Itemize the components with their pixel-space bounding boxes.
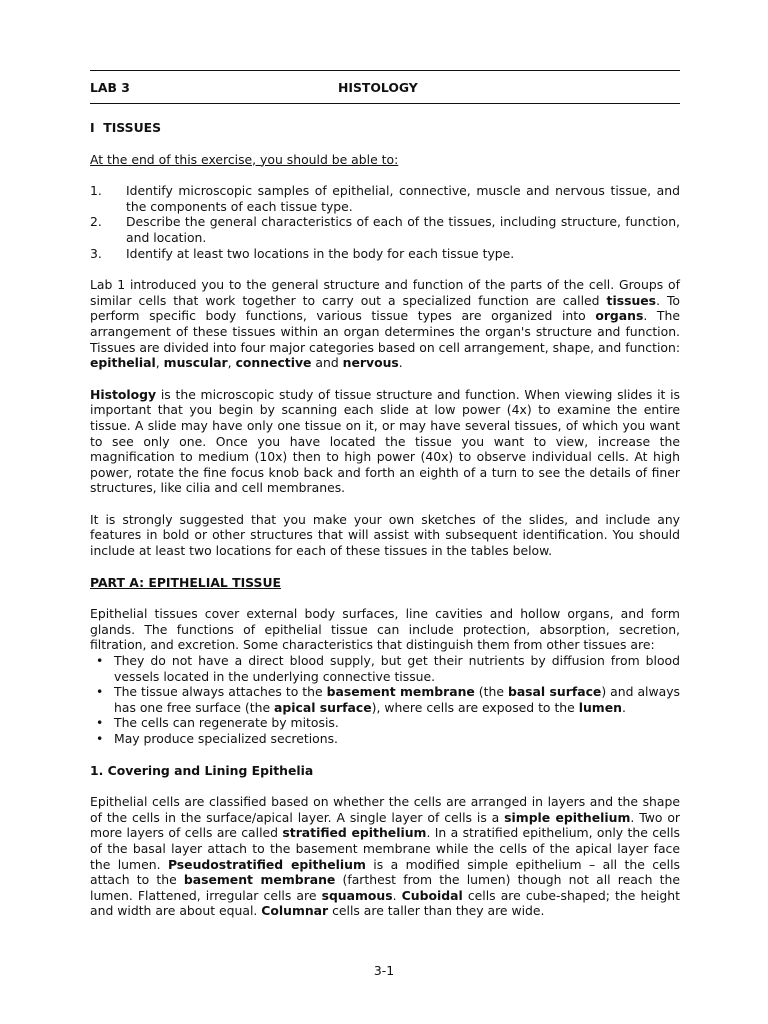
page-number: 3-1 xyxy=(373,963,395,978)
lab-title: HISTOLOGY xyxy=(338,80,418,95)
list-item: • They do not have a direct blood supply, but get their nutrients by diffusion from blood vessels located in the underlying connective tissue. xyxy=(96,653,680,684)
objective-text: Identify microscopic samples of epithelial, connective, muscle and nervous tissue, and the components of each tissue type. xyxy=(126,183,680,214)
subsection-title: 1. Covering and Lining Epithelia xyxy=(90,762,314,778)
term-nervous: nervous xyxy=(342,355,399,371)
classification-paragraph: Epithelial cells are classified based on whether the cells are arranged in layers and the shape of the cells in the surface/apical layer. A single layer of cells is a simple epithelium. Two or more layers of cells are called stratified epithelium. In a stratified epithelium, only the cells of the basal layer attach to the basement membrane while the cells of the apical layer face the lumen. Pseudostratified epithelium is a modified simple epithelium – all the cells attach to the basement membrane (farthest from the lumen) though not all reach the lumen. Flattened, irregular cells are squamous. Cuboidal cells are cube-shaped; the height and width are about equal. Columnar cells are taller than they are wide. xyxy=(90,794,681,919)
objective-number: 2. xyxy=(90,214,102,230)
document-page xyxy=(90,70,680,919)
lab-header xyxy=(90,70,680,104)
list-item: • May produce specialized secretions. xyxy=(96,731,338,746)
lab-number: LAB 3 xyxy=(90,80,130,95)
section-title: I TISSUES xyxy=(90,120,162,135)
term-tissues: tissues xyxy=(606,292,657,308)
term-histology: Histology xyxy=(90,386,157,402)
part-a-title: PART A: EPITHELIAL TISSUE xyxy=(90,574,281,590)
bullet-icon: • xyxy=(96,715,104,731)
intro-paragraph: Lab 1 introduced you to the general structure and function of the parts of the cell. Groups of similar cells that work together to carry out a specialized function are called tissues. To perform specific body functions, various tissue types are organized into organs. The arrangement of these tissues within an organ determines the organ's structure and function. Tissues are divided into four major categories based on cell arrangement, shape, and function: epithelial, muscular, connective and nervous. xyxy=(90,277,681,371)
objectives-intro: At the end of this exercise, you should be able to: xyxy=(90,151,399,167)
objective-text: Identify at least two locations in the body for each tissue type. xyxy=(126,245,515,261)
objectives-list xyxy=(90,183,680,261)
bullet-icon: • xyxy=(96,684,104,700)
objective-text: Describe the general characteristics of each of the tissues, including structure, function, and location. xyxy=(126,214,680,245)
objective-item xyxy=(90,214,680,245)
term-epithelial: epithelial xyxy=(90,355,156,371)
histology-paragraph: Histology is the microscopic study of tissue structure and function. When viewing slides it is important that you begin by scanning each slide at low power (4x) to examine the entire tissue. A slide may have only one tissue on it, or may have several tissues, of which you want to see only one. Once you have located the tissue you want to view, increase the magnification to medium (10x) then to high power (40x) to observe individual cells. At high power, rotate the fine focus knob back and forth an eighth of a turn to see the details of finer structures, like cilia and cell membranes. xyxy=(90,386,680,496)
term-connective: connective xyxy=(235,355,312,371)
characteristics-list xyxy=(90,653,680,747)
bullet-icon: • xyxy=(96,731,104,746)
term-muscular: muscular xyxy=(163,355,228,371)
term-organs: organs xyxy=(595,308,644,324)
sketch-paragraph: It is strongly suggested that you make your own sketches of the slides, and include any features in bold or other structures that will assist with subsequent identification. You should include at least two locations for each of these tissues in the tables below. xyxy=(90,511,680,559)
list-item: • The tissue always attaches to the basement membrane (the basal surface) and always has one free surface (the apical surface), where cells are exposed to the lumen. xyxy=(96,684,681,715)
list-item: • The cells can regenerate by mitosis. xyxy=(96,715,339,731)
objective-number: 3. xyxy=(90,245,102,261)
objective-item xyxy=(90,183,680,214)
objective-item xyxy=(90,246,680,262)
bullet-icon: • xyxy=(96,653,104,669)
objective-number: 1. xyxy=(90,183,102,199)
epithelial-paragraph: Epithelial tissues cover external body surfaces, line cavities and hollow organs, and form glands. The functions of epithelial tissue can include protection, absorption, secretion, filtration, and excretion. Some characteristics that distinguish them from other tissues are: xyxy=(90,606,680,653)
